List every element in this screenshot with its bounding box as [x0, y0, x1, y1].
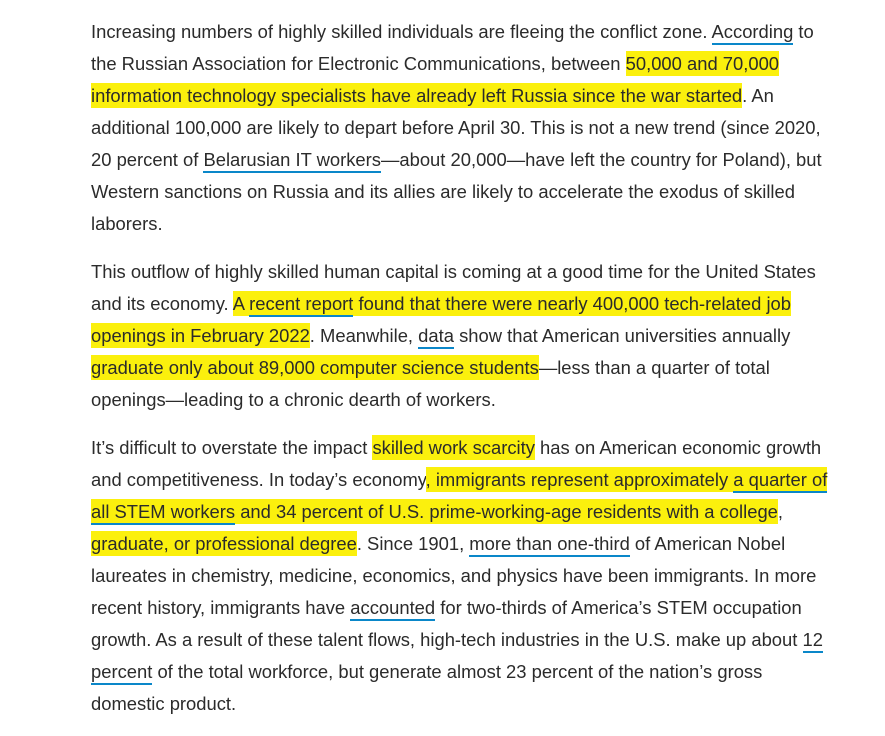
paragraph-immigrant-impact	[91, 432, 831, 720]
highlighted-text: found that there were nearly 400,000 tech-related job openings in February 2022	[91, 293, 791, 346]
inline-link[interactable]: more than one-third	[469, 533, 630, 557]
inline-link[interactable]: According	[712, 21, 794, 45]
inline-link[interactable]: accounted	[350, 597, 435, 621]
text-segment: for two-thirds of America’s STEM occupation growth. As a result of these talent flows, high-tech industries in the U.S. make up about	[91, 597, 803, 650]
highlighted-text: graduate, or professional degree	[91, 533, 357, 554]
text-segment: . Meanwhile,	[309, 325, 419, 346]
paragraph-exodus	[91, 16, 831, 240]
highlighted-text: graduate only about 89,000 computer science students	[91, 357, 539, 378]
text-segment: of American Nobel laureates in chemistry, medicine, economics, and physics have been immigrants. In more recent history, immigrants have	[91, 533, 817, 618]
text-segment: Increasing numbers of highly skilled individuals are fleeing the conflict zone.	[91, 21, 712, 42]
inline-link[interactable]: recent report	[249, 291, 353, 317]
text-segment: —less than a quarter of total openings—leading to a chronic dearth of workers.	[91, 357, 770, 410]
text-segment: . An additional 100,000 are likely to depart before April 30. This is not a new trend (since 2020, 20 percent of	[91, 85, 821, 170]
text-segment: show that American universities annually	[453, 325, 791, 346]
text-segment: It’s difficult to overstate the impact	[91, 437, 373, 458]
text-segment: —about 20,000—have left the country for Poland), but Western sanctions on Russia and its allies are likely to accelerate the exodus of skilled laborers.	[91, 149, 822, 234]
highlighted-text: 50,000 and 70,000 information technology specialists have already left Russia since the war started	[91, 53, 780, 106]
highlighted-text: , immigrants represent approximately	[425, 469, 734, 490]
article-body	[91, 16, 831, 736]
text-segment: ,	[777, 501, 784, 522]
highlighted-text: and 34 percent of U.S. prime-working-age residents with a college	[235, 501, 778, 522]
highlighted-text: skilled work scarcity	[372, 437, 535, 458]
text-segment: has on American economic growth and competitiveness. In today’s economy	[91, 437, 822, 490]
highlighted-text: A	[232, 293, 250, 314]
inline-link[interactable]: 12 percent	[91, 629, 823, 685]
inline-link[interactable]: Belarusian IT workers	[203, 149, 381, 173]
paragraph-job-openings	[91, 256, 831, 416]
text-segment: . Since 1901,	[356, 533, 470, 554]
text-segment: to the Russian Association for Electronic Communications, between	[91, 21, 814, 74]
inline-link[interactable]: a quarter of all STEM workers	[91, 467, 827, 525]
text-segment: of the total workforce, but generate almost 23 percent of the nation’s gross domestic product.	[91, 661, 763, 714]
inline-link[interactable]: data	[418, 325, 454, 349]
text-segment: This outflow of highly skilled human capital is coming at a good time for the United States and its economy.	[91, 261, 816, 314]
